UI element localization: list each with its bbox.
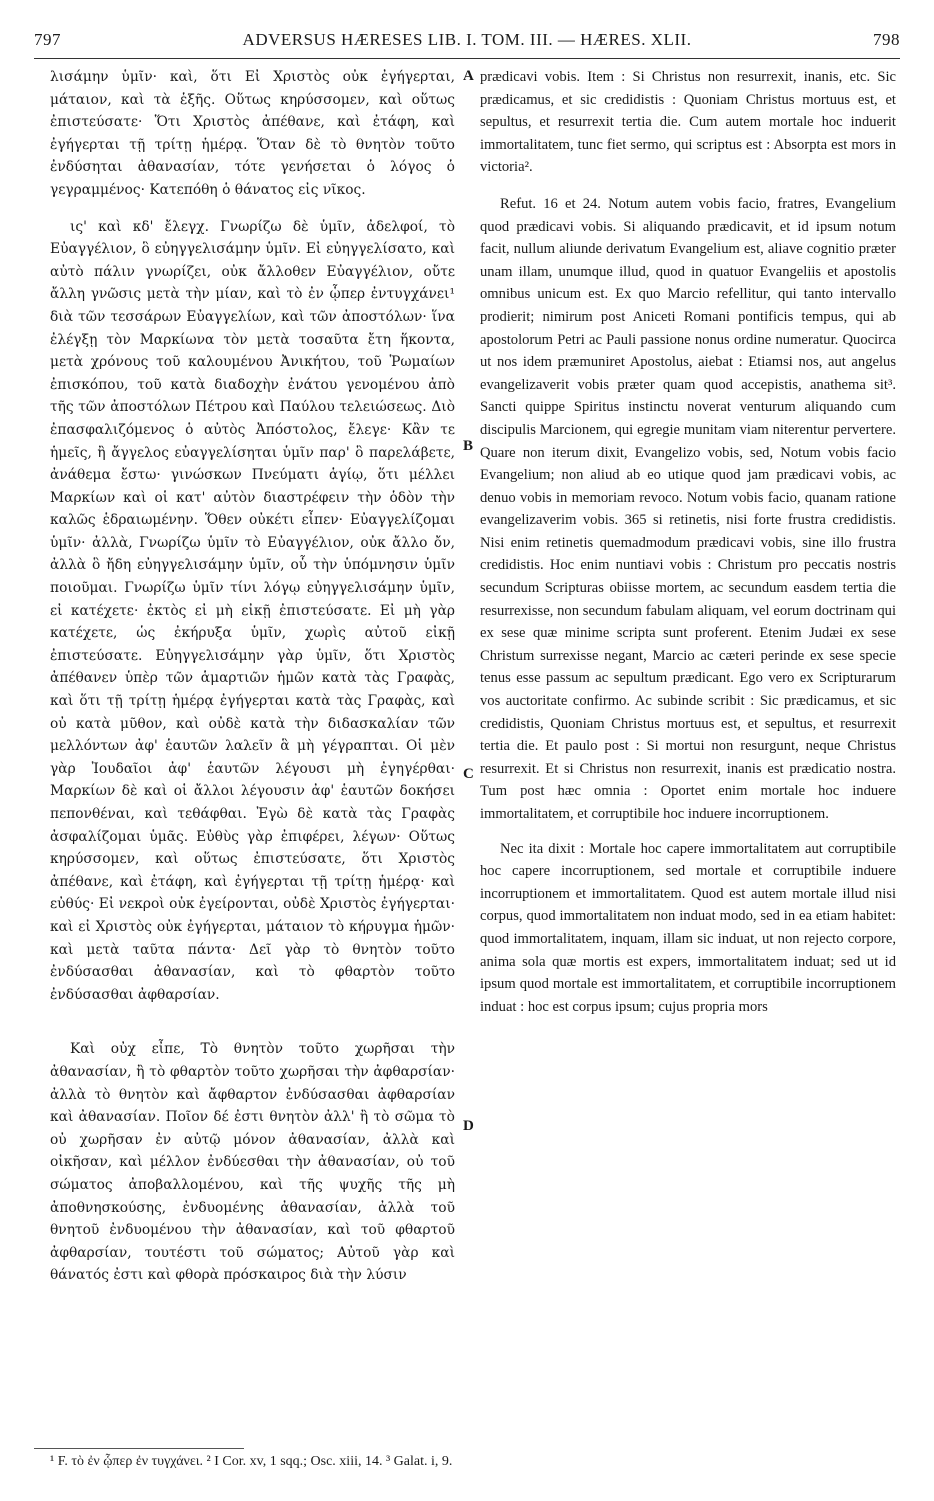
margin-marker-a: A: [463, 68, 474, 84]
footnotes: ¹ F. τὸ ἐν ᾧπερ ἐν τυγχάνει. ² I Cor. xv, 1 sqq.; Osc. xiii, 14. ³ Galat. i, 9.: [50, 1454, 453, 1469]
running-title: ADVERSUS HÆRESES LIB. I. TOM. III. — HÆRES. XLII.: [242, 30, 692, 49]
greek-paragraph-3: Καὶ οὐχ εἶπε, Τὸ θνητὸν τοῦτο χωρῆσαι τὴν ἀθανασίαν, ἢ τὸ φθαρτὸν τοῦτο χωρῆσαι τὴν ἀφθαρσίαν· ἀλλὰ τὸ θνητὸν καὶ ἄφθαρτον ἐνδύσασθαι ἀφθαρσίαν καὶ ἀθανασίαν. Ποῖον δέ ἐστι θνητὸν ἀλλ' ἢ τὸ σῶμα τὸ οὐ χωρῆσαν ἐν αὐτῷ μόνον ἀθανασίαν, ἀλλὰ καὶ οἰκῆσαν, καὶ μέλλον ἐνδύεσθαι τὴν ἀθανασίαν, οὐ τοῦ σώματος ἀποβαλλομένου, καὶ τῆς ψυχῆς τῆς μὴ ἀποθνησκούσης, ἐνδυομένης ἀθανασίαν, ἀλλὰ τοῦ θνητοῦ ἐνδυομένου τὴν ἀθανασίαν, καὶ τοῦ φθαρτοῦ ἀφθαρσίαν, τουτέστι τοῦ σώματος; Αὐτοῦ γὰρ καὶ θάνατός ἐστι καὶ φθορὰ πρόσκαιρος διὰ τὴν λύσιν: [50, 1041, 455, 1284]
latin-paragraph-1: prædicavi vobis. Item : Si Christus non resurrexit, inanis, etc. Sic prædicamus, et sic credidistis : Quoniam Christus mortuus est, et sepultus, et resurrexit tertia die. Cum autem mortale hoc induerit immortalitatem, tunc fiet sermo, qui scriptus est : Absorpta est mors in victoria².: [480, 69, 896, 176]
footnote-rule: [34, 1448, 244, 1449]
page-number-right: 798: [873, 30, 900, 49]
header-rule: [34, 58, 900, 59]
margin-marker-d: D: [463, 1118, 474, 1134]
page-number-left: 797: [34, 30, 61, 49]
latin-column: [480, 66, 896, 1018]
greek-column: [50, 66, 455, 1287]
margin-marker-b: B: [463, 438, 474, 454]
running-header: [34, 30, 900, 56]
latin-paragraph-2: Refut. 16 et 24. Notum autem vobis facio, fratres, Evangelium quod prædicavi vobis. Si aliquando prædicavit, et id ipsum notum facit, nullum aliunde derivatum Evangelium est, aliave cognitio præter unam illam, unumque illud, quod in quatuor Evangeliis et apostolis omnibus unicum est. Ex quo Marcio refellitur, qui tanto intervallo prodierit; nimirum post Aniceti Romani pontificis tempus, qui ab apostolorum Petri ac Pauli passione nonus ordine numeratur. Quocirca ut nos idem præmuniret Apostolus, aiebat : Etiamsi nos, aut angelus evangelizaverit vobis præter quam quod accepistis, anathema sit³. Sancti quippe Spiritus instinctu noverat venturum aliquando cum discipulis Marcionem, qui egregie munitam viam niterentur pervertere. Quare non iterum dixit, Evangelizo vobis, sed, Notum vobis facio Evangelium; non aliud ab eo utique quod jam prædicavi vobis, ac denuo vobis in memoriam revoco. Notum vobis facio, quanam ratione evangelizaverim vobis. 365 si retinetis, nisi forte frustra credidistis. Nisi enim retinetis quemadmodum prædicavi vobis, sine illo frustra credidistis. Hoc enim nuntiavi vobis : Christum pro peccatis nostris secundum Scripturas obiisse mortem, ac secundum easdem tertia die resurrexisse, non secundum fabulam aliquam, vel eorum doctrinam qui ex sese quæ minime scripta sunt proferent. Etenim Judæi ex sese Christum surrexisse negant, Marcio ac cæteri perinde ex sese specie tenus esse passum ac sepultum prædicant. Ego vero ex Scripturarum vos auctoritate confirmo. Ac subinde scribit : Sic prædicamus, et sic credidistis, Quoniam Christus mortuus est, et sepultus, et resurrexit tertia die. Et paulo post : Si mortui non resurgunt, neque Christus resurrexit. Et si Christus non resurrexit, inanis est prædicatio nostra. Tum post hæc omnia : Oportet enim mortale hoc induere immortalitatem, et corruptibile hoc induere incorruptionem.: [480, 195, 896, 822]
margin-marker-c: C: [463, 766, 474, 782]
latin-paragraph-3: Nec ita dixit : Mortale hoc capere immortalitatem aut corruptibile hoc capere incorruptionem, sed mortale et corruptibile induere incorruptionem et immortalitatem. Quod est autem mortale illud nisi corpus, quod immortalitatem non induat modo, sed in ea etiam habitet: quod immortalitatem, inquam, illam sic induat, ut non rejecto corpore, anima sola quæ mortis est expers, immortalitatem induat; sed ut id ipsum quod mortale est immortalitatem, et corruptibile incorruptionem induat : hoc est corpus ipsum; cujus propria mors: [480, 840, 896, 1015]
greek-paragraph-2: ις' καὶ κδ' ἔλεγχ. Γνωρίζω δὲ ὑμῖν, ἀδελφοί, τὸ Εὐαγγέλιον, ὃ εὐηγγελισάμην ὑμῖν. Εἰ εὐηγγελίσατο, καὶ αὐτὸ πάλιν γνωρίζει, οὐκ ἄλλοθεν Εὐαγγέλιον, οὔτε ἄλλη γνῶσις μετὰ τὴν μίαν, καὶ τὸ ἐν ᾧπερ ἐντυγχάνει¹ διὰ τῶν τεσσάρων Εὐαγγελίων, καὶ τῶν ἀποστόλων· ἵνα ἐλέγξῃ τὸν Μαρκίωνα τὸν μετὰ τοσαῦτα ἔτη ἥκοντα, μετὰ χρόνους τοῦ καλουμένου Ἀνικήτου, τοῦ Ῥωμαίων ἐπισκόπου, τοῦ κατὰ διαδοχὴν ἐνάτου γενομένου ἀπὸ τῆς τῶν ἀποστόλων Πέτρου καὶ Παύλου τελειώσεως. Διὸ ἐπασφαλιζόμενος ὁ αὐτὸς Ἀπόστολος, ἔλεγε· Κἂν τε ἡμεῖς, ἢ ἄγγελος εὐαγγελίσηται ὑμῖν παρ' ὃ παρελάβετε, ἀνάθεμα ἔστω· γινώσκων Πνεύματι ἁγίῳ, ὅτι μέλλει Μαρκίων καὶ οἱ κατ' αὐτὸν διαστρέφειν τὴν ὁδὸν τὴν καλῶς ἑδραιωμένην. Ὅθεν οὐκέτι εἶπεν· Εὐαγγελίζομαι ὑμῖν· ἀλλὰ, Γνωρίζω ὑμῖν τὸ Εὐαγγέλιον, οὐκ ἄλλο ὄν, ἀλλὰ ὃ ἤδη εὐηγγελισάμην ὑμῖν, οὗ τὴν ὑπόμνησιν ὑμῖν ποιοῦμαι. Γνωρίζω ὑμῖν τίνι λόγῳ εὐηγγελισάμην ὑμῖν, εἰ κατέχετε· ἐκτὸς εἰ μὴ εἰκῇ ἐπιστεύσατε. Εἰ μὴ γὰρ κατέχετε, ὡς ἐκήρυξα ὑμῖν, χωρὶς αὐτοῦ εἰκῇ ἐπιστεύσατε. Εὐηγγελισάμην γὰρ ὑμῖν, ὅτι Χριστὸς ἀπέθανεν ὑπὲρ τῶν ἁμαρτιῶν ἡμῶν κατὰ τὰς Γραφὰς, καὶ ὅτι τῇ τρίτῃ ἡμέρᾳ ἐγήγερται κατὰ τὰς Γραφὰς, καὶ οὐ κατὰ μῦθον, καὶ οὐδὲ κατὰ τὴν διδασκαλίαν τῶν μελλόντων ἀφ' ἑαυτῶν λαλεῖν ἃ μὴ γέγραπται. Οἱ μὲν γὰρ Ἰουδαῖοι ἀφ' ἑαυτῶν λέγουσι μὴ ἐγηγέρθαι· Μαρκίων δὲ καὶ οἱ ἄλλοι λέγουσιν ἀφ' ἑαυτῶν δοκήσει πεπονθέναι, καὶ τεθάφθαι. Ἐγὼ δὲ κατὰ τὰς Γραφὰς ἀσφαλίζομαι ὑμᾶς. Εὐθὺς γὰρ ἐπιφέρει, λέγων· Οὕτως κηρύσσομεν, καὶ οὕτως ἐπιστεύσατε, ὅτι Χριστὸς ἀπέθανε, καὶ ἐτάφη, καὶ ἐγήγερται τῇ τρίτῃ ἡμέρᾳ· καὶ εὐθύς· Εἰ νεκροὶ οὐκ ἐγείρονται, οὐδὲ Χριστὸς ἐγήγερται· καὶ εἰ Χριστὸς οὐκ ἐγήγερται, μάταιον τὸ κήρυγμα ἡμῶν· καὶ μετὰ ταῦτα πάντα· Δεῖ γὰρ τὸ θνητὸν τοῦτο ἐνδύσασθαι ἀθανασίαν, καὶ τὸ φθαρτὸν τοῦτο ἐνδύσασθαι ἀφθαρσίαν.: [50, 218, 455, 1003]
greek-paragraph-1: λισάμην ὑμῖν· καὶ, ὅτι Εἰ Χριστὸς οὐκ ἐγήγερται, μάταιον, καὶ τὰ ἑξῆς. Οὕτως κηρύσσομεν, καὶ οὕτως ἐπιστεύσατε· Ὅτι Χριστὸς ἀπέθανε, καὶ ἐτάφη, καὶ ἐγήγερται τῇ τρίτῃ ἡμέρᾳ. Ὅταν δὲ τὸ θνητὸν τοῦτο ἐνδύσηται ἀθανασίαν, τότε γενήσεται ὁ λόγος ὁ γεγραμμένος· Κατεπόθη ὁ θάνατος εἰς νῖκος.: [50, 69, 455, 198]
